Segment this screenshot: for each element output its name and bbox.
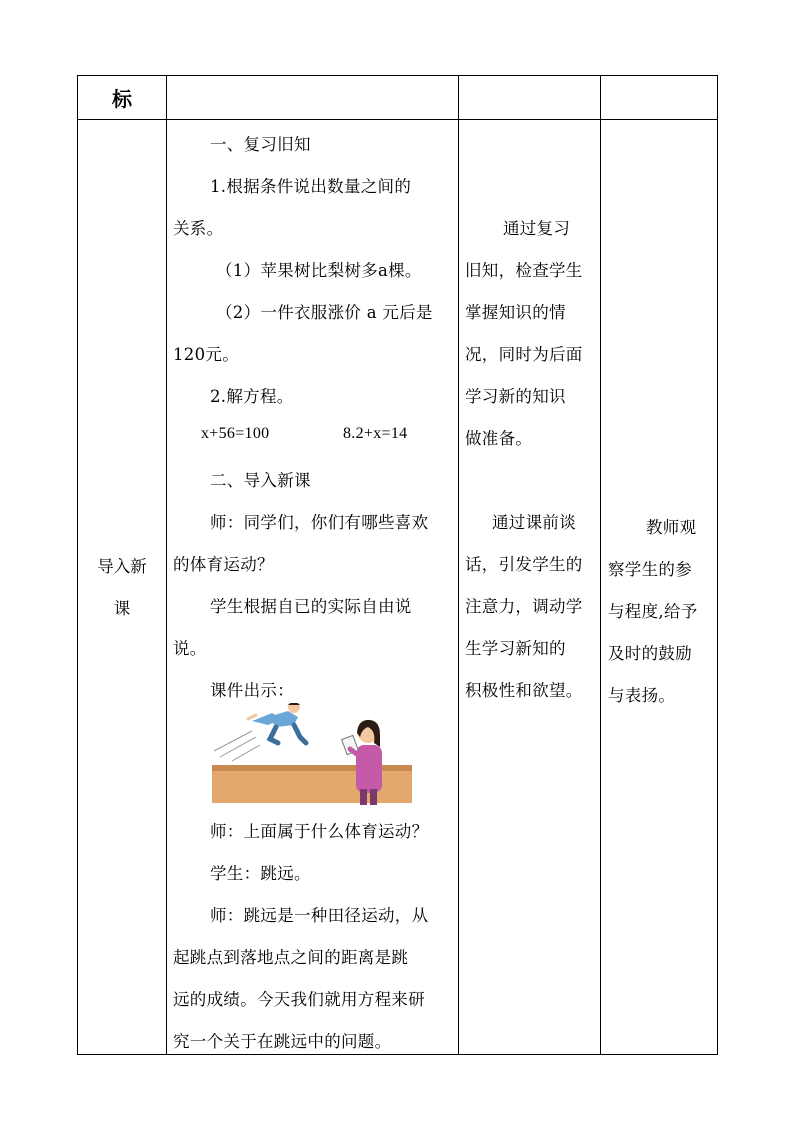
content-line: 师：上面属于什么体育运动？ bbox=[210, 822, 429, 841]
content-line: 120元。 bbox=[173, 345, 239, 364]
content-line: 师：同学们，你们有哪些喜欢 bbox=[210, 513, 429, 532]
header-cell-4 bbox=[600, 76, 718, 119]
header-cell-3 bbox=[458, 76, 600, 119]
content-line: 说。 bbox=[173, 639, 207, 658]
stage-label-line1: 导入新 bbox=[97, 557, 147, 576]
section-review-heading: 一、复习旧知 bbox=[210, 135, 311, 154]
column-divider bbox=[458, 76, 459, 1054]
column-divider bbox=[600, 76, 601, 1054]
evaluation-line: 及时的鼓励 bbox=[608, 644, 692, 663]
content-line: 远的成绩。今天我们就用方程来研 bbox=[173, 990, 425, 1009]
content-line: 学生：跳远。 bbox=[210, 864, 311, 883]
intent-line: 通过复习 bbox=[503, 219, 571, 238]
content-line: 1.根据条件说出数量之间的 bbox=[210, 177, 412, 196]
equation-1: x+56=100 bbox=[201, 425, 270, 442]
lesson-plan-table bbox=[77, 75, 718, 1055]
content-line: （2）一件衣服涨价 a 元后是 bbox=[216, 303, 433, 322]
row-divider bbox=[78, 119, 717, 120]
evaluation-line: 察学生的参 bbox=[608, 560, 692, 579]
jumping-boy bbox=[248, 703, 306, 743]
intent-line: 况，同时为后面 bbox=[465, 345, 583, 364]
long-jump-illustration bbox=[212, 703, 412, 806]
content-line: 课件出示： bbox=[210, 681, 294, 700]
motion-line bbox=[220, 737, 256, 757]
content-line: 2.解方程。 bbox=[210, 387, 294, 406]
column-divider bbox=[166, 76, 167, 1054]
motion-line bbox=[214, 731, 252, 751]
intent-line: 生学习新知的 bbox=[465, 639, 566, 658]
content-line: （1）苹果树比梨树多a棵。 bbox=[216, 261, 422, 280]
stage-label-line2: 课 bbox=[113, 599, 131, 618]
evaluation-line: 与程度,给予 bbox=[608, 602, 698, 621]
intent-line: 话，引发学生的 bbox=[465, 555, 583, 574]
content-line: 师：跳远是一种田径运动，从 bbox=[210, 906, 429, 925]
evaluation-line: 与表扬。 bbox=[608, 686, 676, 705]
content-line: 起跳点到落地点之间的距离是跳 bbox=[173, 948, 409, 967]
intent-line: 学习新的知识 bbox=[465, 387, 566, 406]
header-cell-2 bbox=[166, 76, 458, 119]
intent-line: 做准备。 bbox=[465, 429, 533, 448]
header-cell-goal: 标 bbox=[112, 87, 132, 111]
content-line: 学生根据自已的实际自由说 bbox=[210, 597, 412, 616]
intent-line: 积极性和欲望。 bbox=[465, 681, 583, 700]
intent-line: 掌握知识的情 bbox=[465, 303, 566, 322]
content-line: 的体育运动？ bbox=[173, 555, 274, 574]
content-line: 究一个关于在跳远中的问题。 bbox=[173, 1032, 392, 1051]
section-intro-heading: 二、导入新课 bbox=[210, 471, 311, 490]
intent-line: 通过课前谈 bbox=[492, 513, 576, 532]
equation-2: 8.2+x=14 bbox=[343, 425, 408, 442]
content-line: 关系。 bbox=[173, 219, 224, 238]
evaluation-line: 教师观 bbox=[646, 518, 697, 537]
motion-line bbox=[232, 745, 260, 761]
intent-line: 旧知，检查学生 bbox=[465, 261, 583, 280]
intent-line: 注意力，调动学 bbox=[465, 597, 583, 616]
